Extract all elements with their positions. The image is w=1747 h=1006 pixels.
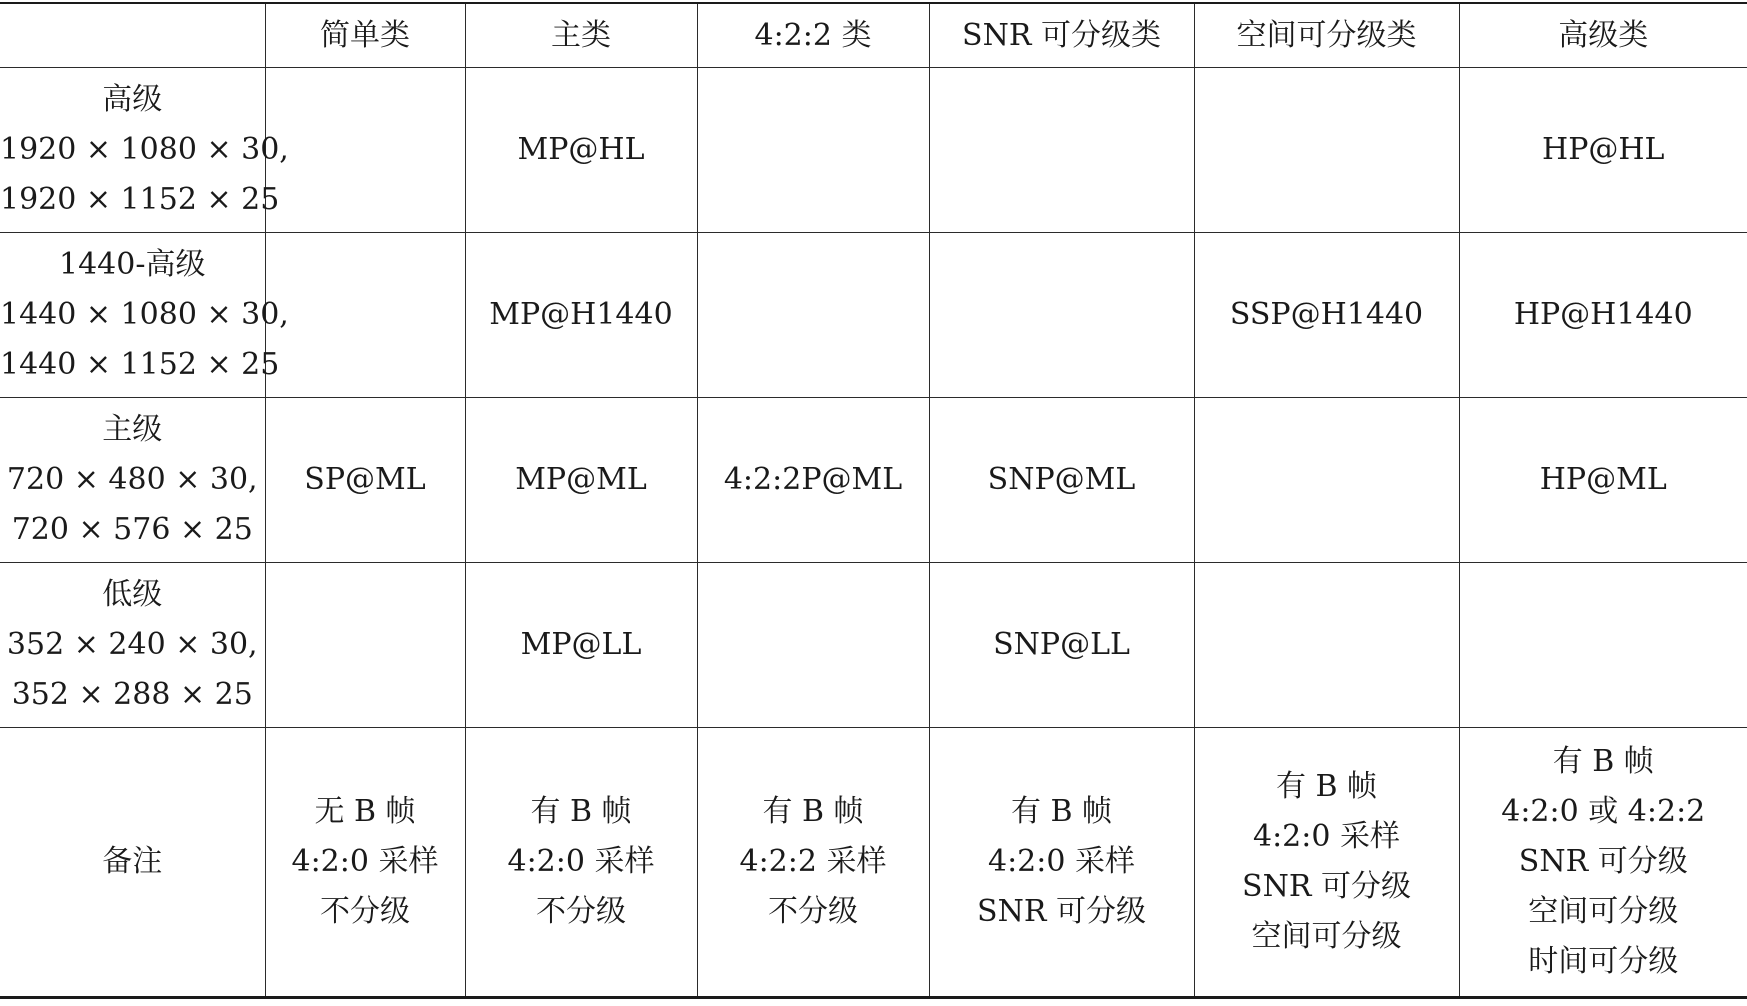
table-cell: MP@H1440 — [465, 233, 697, 398]
note-line: 有 B 帧 — [762, 794, 864, 829]
header-snr-scalable-profile: SNR 可分级类 — [929, 3, 1194, 68]
table-cell: HP@ML — [1459, 398, 1747, 563]
table-cell — [929, 233, 1194, 398]
table-cell: 4:2:2P@ML — [697, 398, 929, 563]
table-cell — [1194, 398, 1459, 563]
row-header-main-level — [0, 398, 265, 563]
note-line: 有 B 帧 — [1275, 769, 1378, 804]
table-cell: SP@ML — [265, 398, 465, 563]
table-cell — [697, 233, 929, 398]
table-cell: MP@HL — [465, 68, 697, 233]
note-line: 有 B 帧 — [530, 794, 632, 829]
note-line: 4:2:0 或 4:2:2 — [1501, 794, 1706, 829]
note-line: 4:2:2 采样 — [739, 844, 887, 879]
table-cell — [265, 563, 465, 728]
level-resolution: 352 × 288 × 25 — [11, 677, 253, 712]
table-cell — [1194, 68, 1459, 233]
header-422-profile: 4:2:2 类 — [697, 3, 929, 68]
note-line: 不分级 — [320, 894, 410, 929]
table-cell — [929, 68, 1194, 233]
level-name: 高级 — [102, 82, 163, 117]
header-simple-profile: 简单类 — [265, 3, 465, 68]
note-line: SNR 可分级 — [1242, 869, 1411, 904]
row-header-high-1440-level — [0, 233, 289, 398]
level-name: 1440-高级 — [59, 247, 206, 282]
note-line: SNR 可分级 — [1518, 844, 1688, 879]
header-corner — [0, 3, 265, 68]
table-row-low-level — [0, 563, 1747, 728]
level-resolution: 1440 × 1152 × 25 — [0, 347, 280, 382]
notes-cell-422 — [697, 728, 929, 998]
level-resolution: 1920 × 1080 × 30, — [0, 132, 289, 167]
header-spatial-scalable-profile: 空间可分级类 — [1194, 3, 1459, 68]
row-header-notes: 备注 — [0, 728, 265, 998]
table-cell: SNP@LL — [929, 563, 1194, 728]
table-cell — [1194, 563, 1459, 728]
mpeg2-profile-level-table — [0, 2, 1747, 999]
table-cell: HP@H1440 — [1459, 233, 1747, 398]
notes-cell-snr-scalable — [929, 728, 1194, 998]
notes-cell-simple — [265, 728, 465, 998]
notes-cell-high — [1459, 728, 1747, 998]
header-main-profile: 主类 — [465, 3, 697, 68]
table-cell — [697, 68, 929, 233]
note-line: 4:2:0 采样 — [291, 844, 439, 879]
row-header-high-level — [0, 68, 289, 233]
note-line: SNR 可分级 — [977, 894, 1146, 929]
level-resolution: 1920 × 1152 × 25 — [0, 182, 280, 217]
table-cell: SSP@H1440 — [1194, 233, 1459, 398]
level-resolution: 352 × 240 × 30, — [6, 627, 258, 662]
note-line: 4:2:0 采样 — [507, 844, 655, 879]
level-resolution: 1440 × 1080 × 30, — [0, 297, 289, 332]
note-line: 不分级 — [768, 894, 858, 929]
header-high-profile: 高级类 — [1459, 3, 1747, 68]
level-name: 低级 — [102, 577, 163, 612]
note-line: 不分级 — [536, 894, 626, 929]
table-cell: HP@HL — [1459, 68, 1747, 233]
note-line: 时间可分级 — [1528, 944, 1679, 979]
table-cell: MP@LL — [465, 563, 697, 728]
note-line: 4:2:0 采样 — [987, 844, 1135, 879]
note-line: 空间可分级 — [1251, 919, 1402, 954]
level-name: 主级 — [102, 412, 163, 447]
table-row-main-level — [0, 398, 1747, 563]
row-header-low-level — [0, 563, 265, 728]
notes-cell-main — [465, 728, 697, 998]
level-resolution: 720 × 480 × 30, — [6, 462, 258, 497]
note-line: 有 B 帧 — [1010, 794, 1113, 829]
table-cell — [697, 563, 929, 728]
table-cell: MP@ML — [465, 398, 697, 563]
header-row — [0, 3, 1747, 68]
table-row-high-1440-level — [0, 233, 1747, 398]
note-line: 空间可分级 — [1528, 894, 1679, 929]
note-line: 有 B 帧 — [1552, 744, 1654, 779]
table-row-high-level — [0, 68, 1747, 233]
note-line: 4:2:0 采样 — [1252, 819, 1400, 854]
notes-cell-spatial-scalable — [1194, 728, 1459, 998]
note-line: 无 B 帧 — [314, 794, 416, 829]
table-row-notes — [0, 728, 1747, 998]
level-resolution: 720 × 576 × 25 — [11, 512, 253, 547]
table-cell — [1459, 563, 1747, 728]
table-cell: SNP@ML — [929, 398, 1194, 563]
table-cell — [265, 233, 465, 398]
table-cell — [265, 68, 465, 233]
